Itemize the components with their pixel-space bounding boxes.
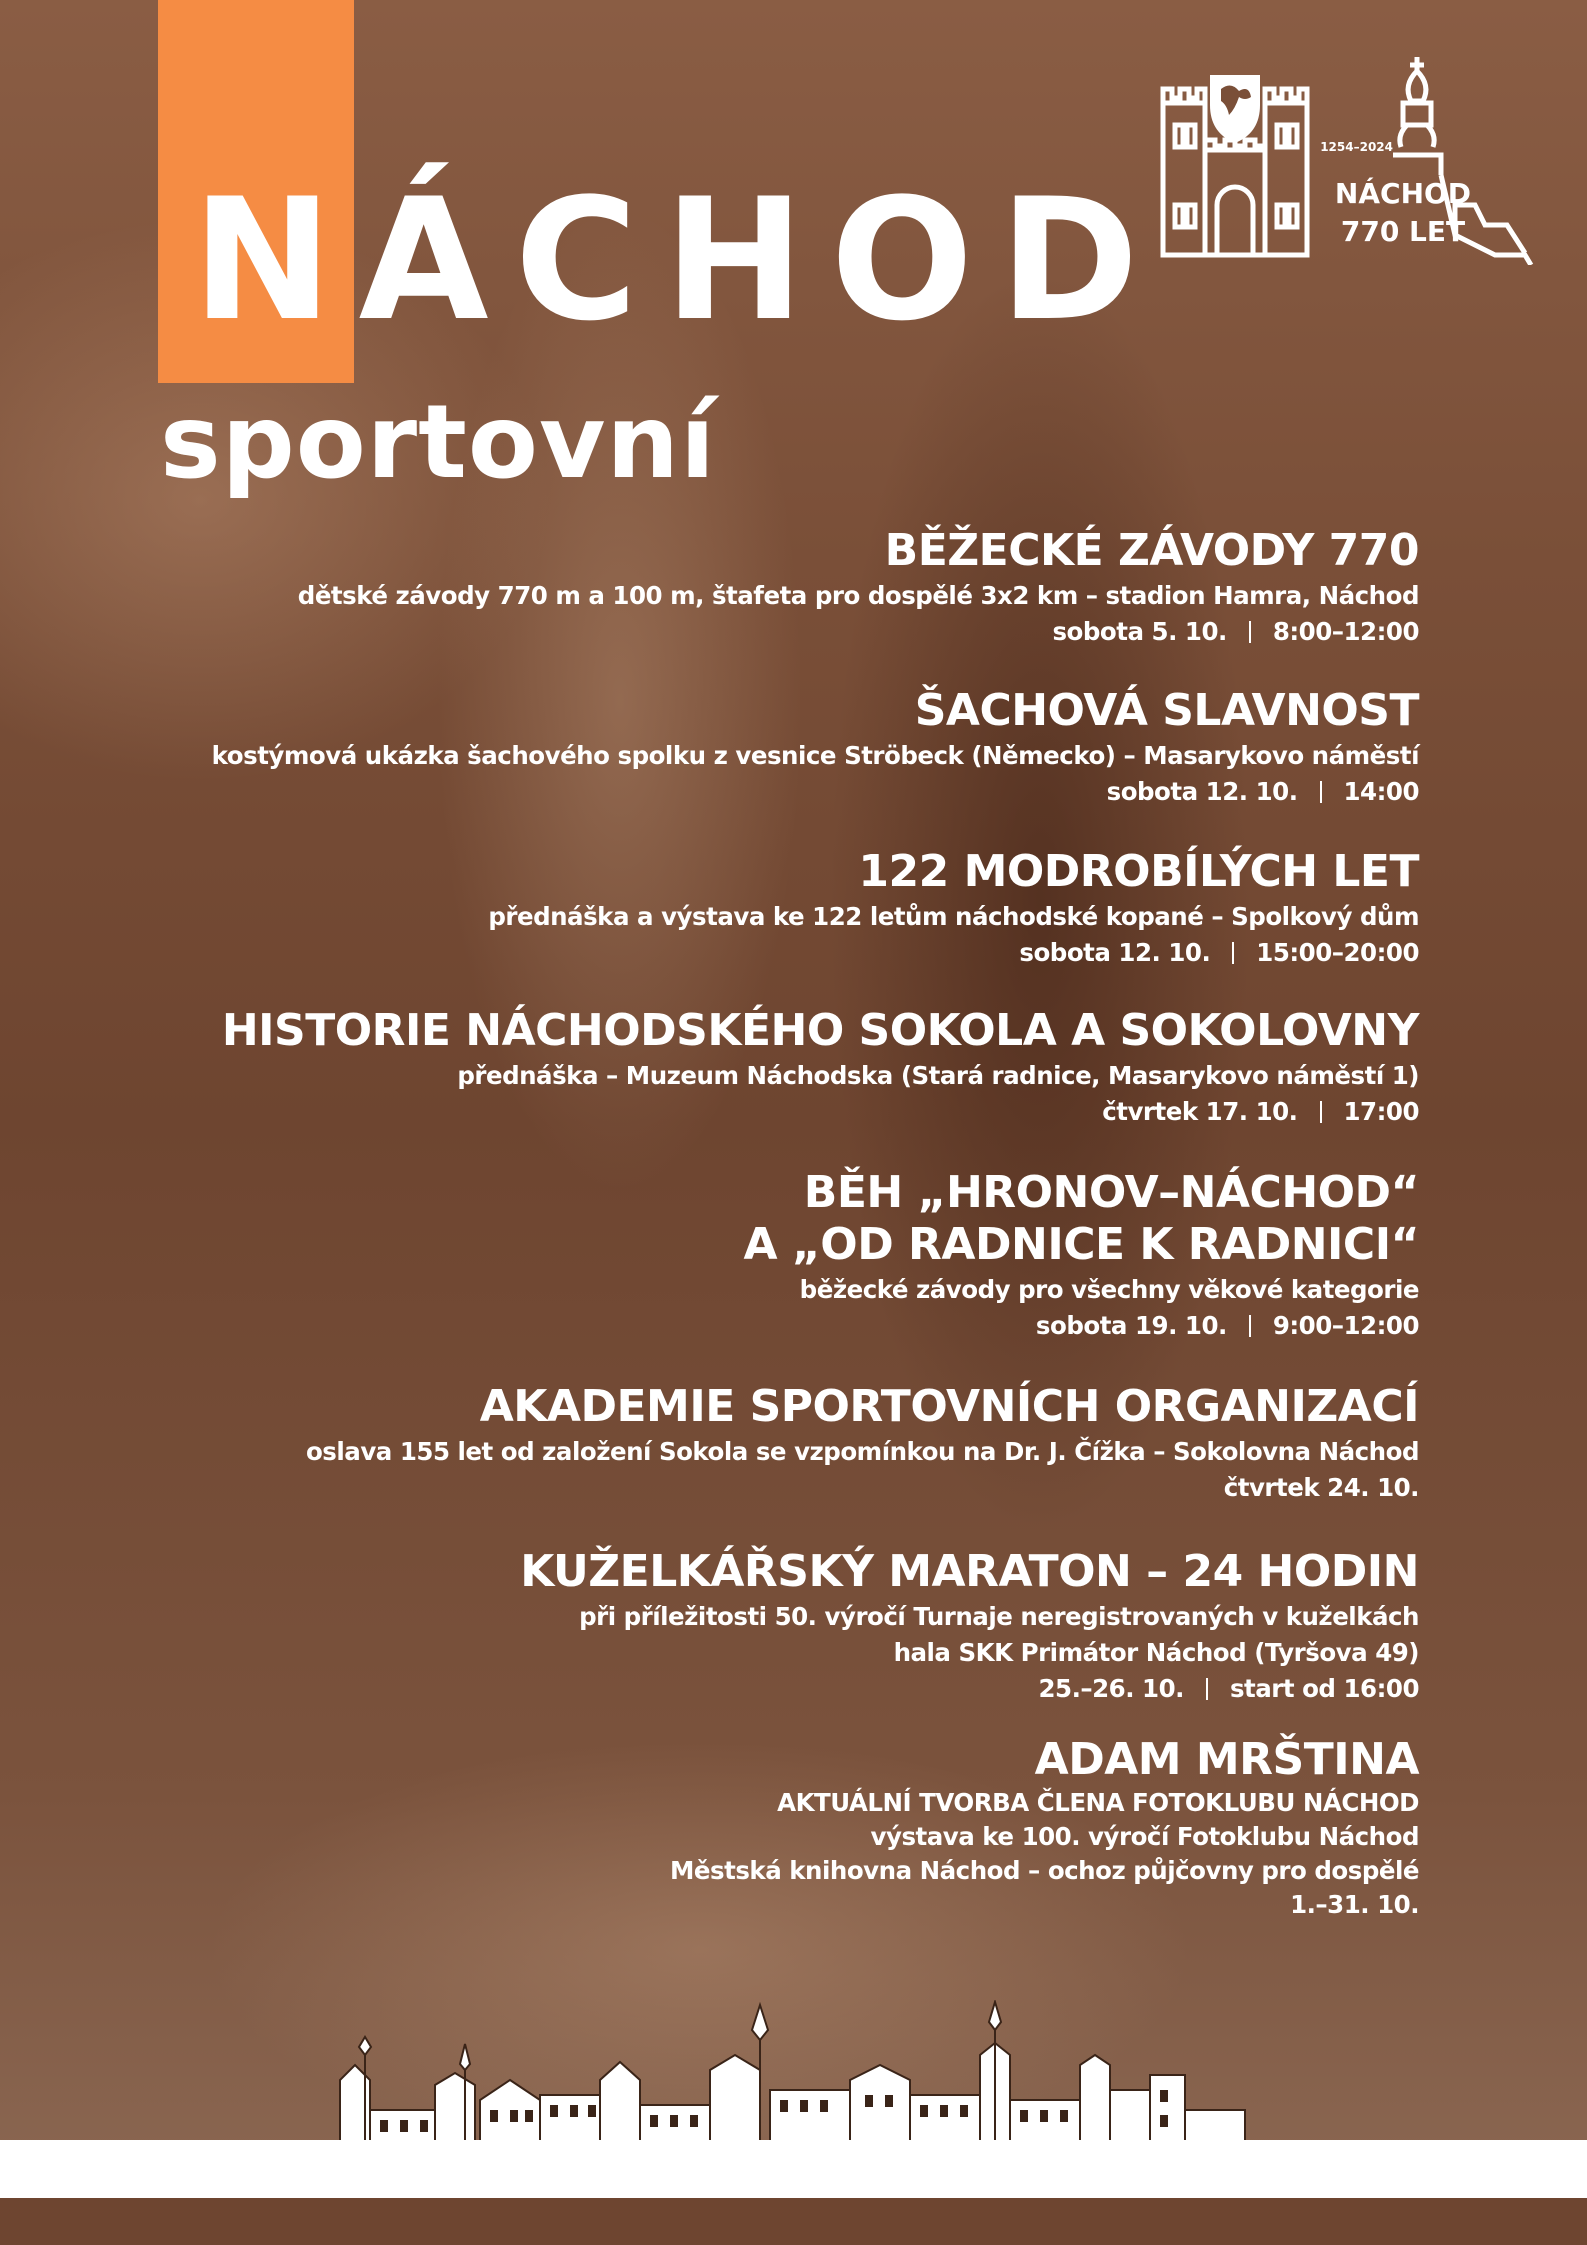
event-title: AKADEMIE SPORTOVNÍCH ORGANIZACÍ <box>479 1381 1419 1432</box>
schedule-divider <box>1249 621 1251 643</box>
event-schedule <box>0 1095 1419 1129</box>
event-date: 1.–31. 10. <box>1290 1890 1419 1919</box>
coat-of-arms-icon <box>1210 75 1260 143</box>
event-date: 25.–26. 10. <box>1038 1674 1184 1703</box>
schedule-divider <box>1249 1315 1251 1337</box>
event-schedule <box>0 775 1419 809</box>
event-description: při příležitosti 50. výročí Turnaje neregistrovaných v kuželkách <box>579 1602 1419 1631</box>
event-schedule <box>0 1309 1419 1343</box>
schedule-divider <box>1232 942 1234 964</box>
event-time: 14:00 <box>1343 777 1419 806</box>
event-item <box>0 846 1419 970</box>
event-title: KUŽELKÁŘSKÝ MARATON – 24 HODIN <box>520 1546 1419 1597</box>
nachod-770-logo <box>1155 55 1535 265</box>
event-list <box>0 525 1419 1922</box>
event-schedule <box>0 1888 1419 1922</box>
footer-white-band <box>0 2140 1587 2198</box>
event-time: 8:00–12:00 <box>1272 617 1419 646</box>
event-venue: hala SKK Primátor Náchod (Tyršova 49) <box>893 1638 1419 1667</box>
event-item <box>0 1734 1419 1922</box>
event-item <box>0 685 1419 809</box>
event-venue: Městská knihovna Náchod – ochoz půjčovny pro dospělé <box>670 1856 1419 1885</box>
event-description: oslava 155 let od založení Sokola se vzpomínkou na Dr. J. Čížka – Sokolovna Náchod <box>305 1437 1419 1466</box>
event-time: start od 16:00 <box>1229 1674 1419 1703</box>
footer-bottom-band <box>0 2198 1587 2245</box>
schedule-divider <box>1320 1101 1322 1123</box>
event-title: HISTORIE NÁCHODSKÉHO SOKOLA A SOKOLOVNY <box>221 1005 1419 1056</box>
event-item <box>0 1381 1419 1505</box>
event-date: čtvrtek 24. 10. <box>1223 1473 1419 1502</box>
logo-anniversary: 770 LET <box>1340 215 1466 248</box>
event-item <box>0 1546 1419 1706</box>
event-time: 9:00–12:00 <box>1272 1311 1419 1340</box>
page-title: NÁCHOD <box>192 162 1165 358</box>
logo-years: 1254–2024 <box>1320 140 1393 154</box>
event-description: přednáška a výstava ke 122 letům náchodské kopané – Spolkový dům <box>488 902 1419 931</box>
event-title: 122 MODROBÍLÝCH LET <box>858 846 1419 897</box>
event-item <box>0 1167 1419 1343</box>
event-date: sobota 19. 10. <box>1035 1311 1227 1340</box>
event-schedule <box>0 615 1419 649</box>
event-title <box>0 1167 1419 1271</box>
event-title: BĚŽECKÉ ZÁVODY 770 <box>884 525 1419 576</box>
page-subtitle: sportovní <box>160 383 717 502</box>
event-time: 15:00–20:00 <box>1256 938 1419 967</box>
event-schedule <box>0 936 1419 970</box>
event-item <box>0 525 1419 649</box>
event-title-line: BĚH „HRONOV–NÁCHOD“ <box>803 1167 1419 1218</box>
event-date: sobota 12. 10. <box>1019 938 1211 967</box>
event-item <box>0 1005 1419 1129</box>
event-schedule <box>0 1672 1419 1706</box>
event-date: sobota 12. 10. <box>1106 777 1298 806</box>
event-description: výstava ke 100. výročí Fotoklubu Náchod <box>870 1822 1419 1851</box>
event-description: kostýmová ukázka šachového spolku z vesnice Ströbeck (Německo) – Masarykovo náměstí <box>211 741 1419 770</box>
event-title-line: A „OD RADNICE K RADNICI“ <box>743 1219 1419 1270</box>
logo-town-name: NÁCHOD <box>1334 177 1472 210</box>
event-description: běžecké závody pro všechny věkové kategorie <box>799 1275 1419 1304</box>
event-title: ŠACHOVÁ SLAVNOST <box>914 685 1419 736</box>
event-date: sobota 5. 10. <box>1052 617 1227 646</box>
event-description: dětské závody 770 m a 100 m, štafeta pro dospělé 3x2 km – stadion Hamra, Náchod <box>297 581 1419 610</box>
event-description: přednáška – Muzeum Náchodska (Stará radnice, Masarykovo náměstí 1) <box>457 1061 1419 1090</box>
town-skyline-icon <box>330 2000 1250 2150</box>
schedule-divider <box>1320 781 1322 803</box>
event-schedule <box>0 1471 1419 1505</box>
event-subtitle: AKTUÁLNÍ TVORBA ČLENA FOTOKLUBU NÁCHOD <box>777 1788 1419 1817</box>
schedule-divider <box>1206 1678 1208 1700</box>
event-time: 17:00 <box>1343 1097 1419 1126</box>
event-title: ADAM MRŠTINA <box>1034 1734 1419 1785</box>
event-date: čtvrtek 17. 10. <box>1102 1097 1298 1126</box>
